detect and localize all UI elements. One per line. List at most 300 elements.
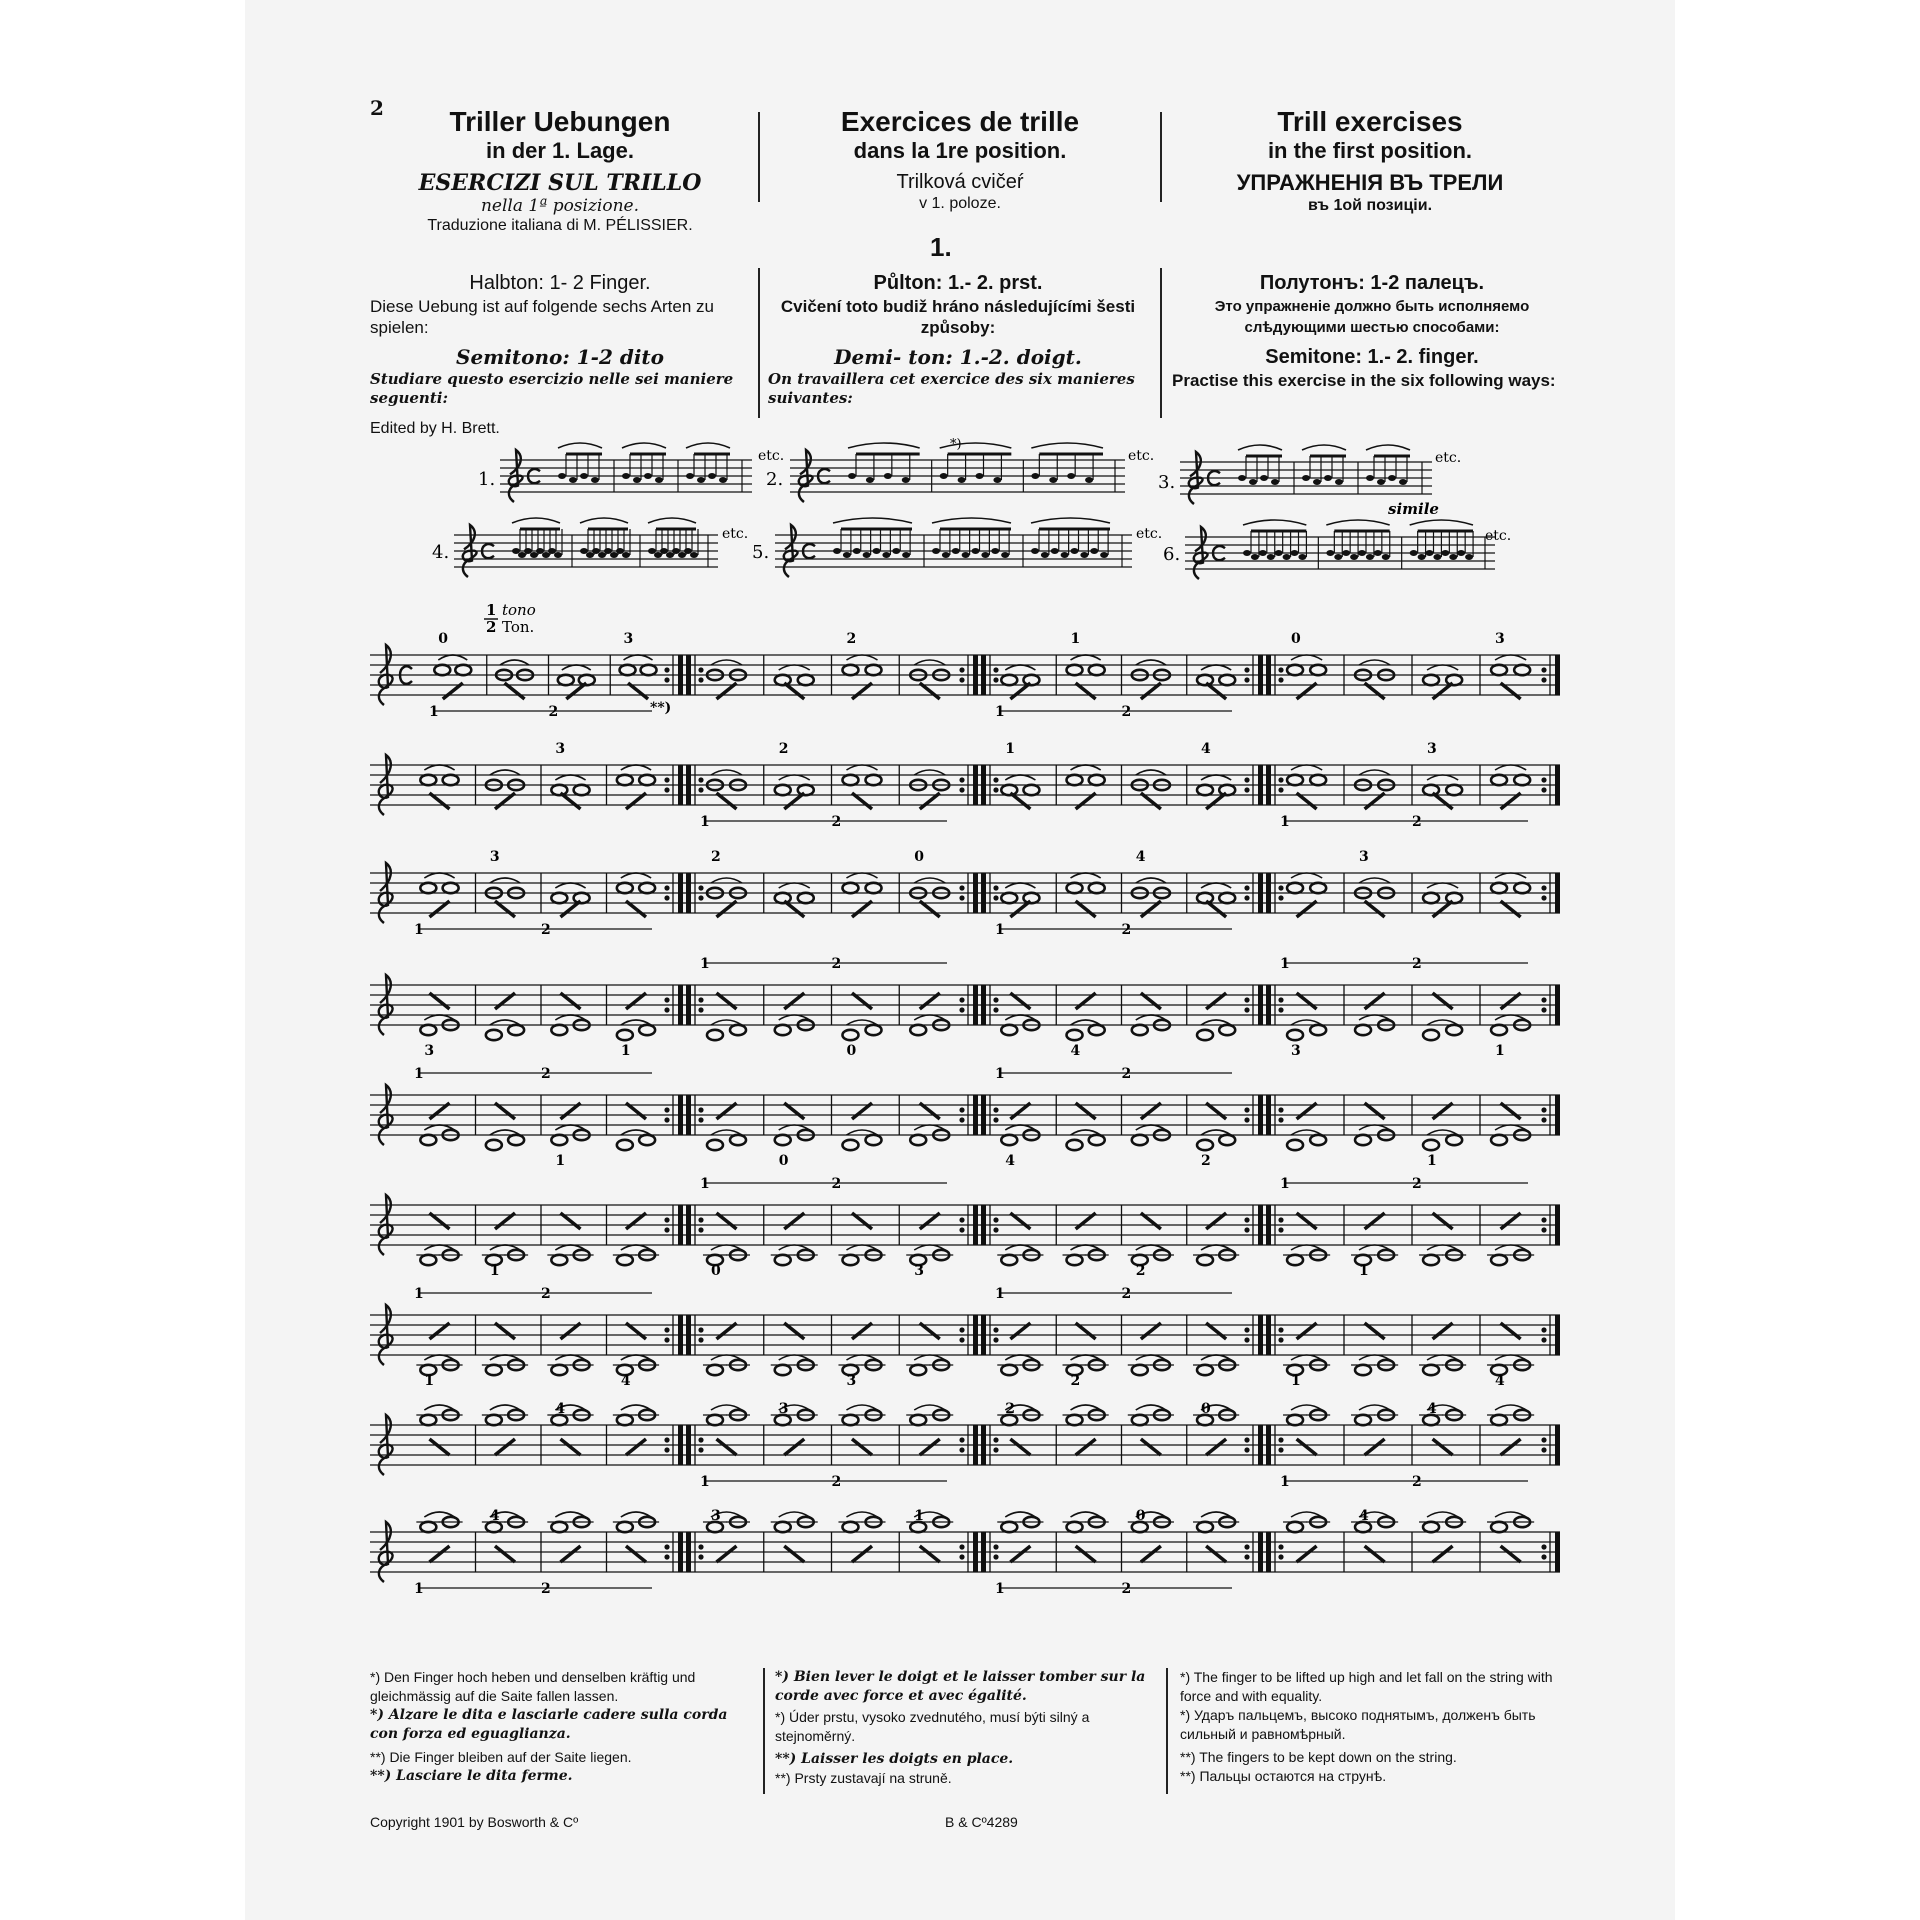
note-head: [1324, 475, 1332, 481]
trill-slash: [1297, 1439, 1317, 1455]
whole-note: [842, 1140, 858, 1150]
slur: [1201, 665, 1231, 670]
repeat-dot: [664, 1554, 669, 1559]
repeat-bar: [686, 1205, 691, 1245]
instr-italian-heading: Semitono: 1-2 dito: [456, 345, 664, 369]
whole-note: [798, 893, 814, 903]
repeat-dot: [1278, 1337, 1283, 1342]
fingering-mark: 4: [1201, 741, 1211, 757]
whole-note: [1001, 1365, 1017, 1375]
fingering-mark: 2: [1121, 704, 1132, 720]
fingering-mark: 1: [700, 1176, 710, 1192]
note-head: [1249, 479, 1257, 485]
instr-russian-text: Это упражненіе должно быть исполняемо слѣдующими шестью способами:: [1214, 298, 1530, 336]
whole-note: [508, 1135, 524, 1145]
slur: [1495, 765, 1526, 770]
whole-note: [1446, 1025, 1462, 1035]
whole-note: [420, 775, 436, 785]
whole-note: [1287, 665, 1303, 675]
note-head: [1350, 554, 1358, 560]
repeat-dot: [664, 777, 669, 782]
repeat-dot: [698, 1117, 703, 1122]
note-head: [1271, 479, 1279, 485]
fingering-mark: 1: [1280, 956, 1290, 972]
instr-russian-heading: Полутонъ: 1-2 палецъ.: [1259, 272, 1485, 294]
repeat-bar: [1555, 765, 1560, 805]
repeat-bar: [973, 1532, 978, 1572]
whole-note: [1001, 1135, 1017, 1145]
header-russian-subtitle: въ 1ой позиціи.: [1307, 197, 1433, 214]
whole-note: [641, 665, 657, 675]
note-head: [1382, 554, 1390, 560]
repeat-bar: [1266, 765, 1271, 805]
slur: [848, 443, 920, 448]
fingering-mark: 1: [414, 1066, 424, 1082]
slur: [932, 518, 1011, 523]
repeat-dot: [664, 1117, 669, 1122]
whole-note: [910, 1135, 926, 1145]
fingering-mark: 4: [1135, 849, 1146, 865]
repeat-dot: [1278, 667, 1283, 672]
whole-note: [866, 1135, 882, 1145]
tone-fraction-num: 1: [486, 601, 497, 619]
note-head: [1041, 552, 1049, 558]
whole-note: [1001, 893, 1017, 903]
whole-note: [1067, 1522, 1083, 1532]
repeat-dot: [1244, 885, 1249, 890]
fingering-mark: 0: [914, 849, 924, 865]
repeat-dot: [993, 1544, 998, 1549]
whole-note: [798, 785, 814, 795]
fingering-mark: 4: [1005, 1153, 1016, 1169]
whole-note: [775, 1135, 791, 1145]
whole-note: [842, 883, 858, 893]
header-german-subtitle: in der 1. Lage.: [486, 138, 634, 163]
page-number: 2: [370, 96, 384, 120]
repeat-dot: [959, 1544, 964, 1549]
whole-note: [1132, 1135, 1148, 1145]
slur: [686, 443, 730, 448]
whole-note: [1287, 1415, 1303, 1425]
whole-note: [486, 1365, 502, 1375]
whole-note: [910, 1025, 926, 1035]
whole-note: [574, 893, 590, 903]
footnote: *) Bien lever le doigt et le laisser tomber sur la corde avec force et avec égalité.: [775, 1669, 1146, 1704]
fingering-mark: 2: [1412, 1176, 1422, 1192]
repeat-dot: [1244, 1107, 1249, 1112]
slur: [1302, 445, 1346, 450]
whole-note: [1067, 665, 1083, 675]
repeat-dot: [664, 885, 669, 890]
whole-note: [1197, 675, 1213, 685]
slur: [1201, 775, 1231, 780]
note-head: [1298, 554, 1306, 560]
note-head: [1399, 479, 1407, 485]
whole-note: [1001, 1522, 1017, 1532]
fingering-mark: 0: [1291, 631, 1301, 647]
trill-slash: [1365, 1439, 1385, 1455]
slur: [648, 518, 696, 523]
repeat-bar: [981, 655, 986, 695]
slur: [1071, 765, 1101, 770]
tone-marking: [484, 601, 536, 636]
header-english-title: Trill exercises: [1277, 106, 1463, 137]
whole-note: [1197, 1522, 1213, 1532]
repeat-dot: [698, 997, 703, 1002]
note-head: [1071, 548, 1079, 554]
slur: [779, 665, 810, 670]
note-head: [902, 477, 910, 483]
note-head: [684, 548, 692, 554]
whole-note: [420, 1522, 436, 1532]
slur: [500, 660, 529, 665]
whole-note: [775, 675, 791, 685]
fingering-mark: 3: [623, 631, 634, 647]
whole-note: [1310, 1135, 1326, 1145]
trill-slash: [1501, 1546, 1521, 1562]
fingering-mark: 2: [541, 922, 551, 938]
whole-note: [551, 1135, 567, 1145]
repeat-dot: [1244, 1327, 1249, 1332]
tone-it: tono: [502, 601, 536, 619]
note-head: [686, 473, 694, 479]
footnote: **) The fingers to be kept down on the string.: [1180, 1749, 1457, 1765]
note-head: [991, 548, 999, 554]
footnote: **) Пальцы остаются на струнѣ.: [1180, 1768, 1387, 1784]
note-head: [902, 552, 910, 558]
whole-note: [486, 1140, 502, 1150]
fingering-mark: 0: [778, 1153, 789, 1169]
trill-slash: [495, 1546, 515, 1562]
whole-note: [910, 1365, 926, 1375]
repeat-dot: [664, 677, 669, 682]
instr-french-heading: Demi- ton: 1.-2. doigt.: [834, 345, 1082, 369]
exercise-number: 1.: [930, 232, 952, 262]
repeat-bar: [973, 765, 978, 805]
slur: [1136, 878, 1166, 883]
fingering-mark: 1: [1359, 1263, 1369, 1279]
variant-label: 4.: [432, 542, 450, 563]
whole-note: [707, 1415, 723, 1425]
whole-note: [1197, 1030, 1213, 1040]
repeat-bar: [686, 1095, 691, 1135]
whole-note: [866, 665, 882, 675]
fingering-mark: 1: [1280, 1176, 1290, 1192]
fingering-mark: 4: [489, 1508, 500, 1524]
repeat-dot: [1541, 1447, 1546, 1452]
fingering-mark: 1: [424, 1373, 435, 1389]
repeat-dot: [959, 787, 964, 792]
repeat-dot: [664, 1337, 669, 1342]
repeat-dot: [993, 1217, 998, 1222]
whole-note: [1491, 1255, 1507, 1265]
repeat-dot: [1278, 787, 1283, 792]
repeat-bar: [1258, 985, 1263, 1025]
slur: [846, 765, 877, 770]
slur: [624, 655, 653, 660]
repeat-bar: [1555, 1095, 1560, 1135]
repeat-dot: [993, 997, 998, 1002]
repeat-bar: [1266, 1532, 1271, 1572]
whole-note: [617, 1255, 633, 1265]
repeat-dot: [1541, 1544, 1546, 1549]
repeat-bar: [1258, 1532, 1263, 1572]
fingering-mark: 1: [555, 1153, 566, 1169]
repeat-dot: [664, 895, 669, 900]
repeat-bar: [1258, 1095, 1263, 1135]
note-head: [1313, 479, 1321, 485]
repeat-dot: [698, 1107, 703, 1112]
repeat-bar: [1555, 985, 1560, 1025]
whole-note: [842, 1030, 858, 1040]
footnotes-col1: [370, 1668, 755, 1786]
repeat-dot: [698, 1217, 703, 1222]
repeat-dot: [1244, 1437, 1249, 1442]
repeat-bar: [981, 765, 986, 805]
note-head: [610, 552, 618, 558]
note-head: [976, 473, 984, 479]
repeat-dot: [959, 895, 964, 900]
trill-slash: [1010, 1439, 1030, 1455]
repeat-dot: [993, 1437, 998, 1442]
repeat-bar: [686, 1315, 691, 1355]
header-english-subtitle: in the first position.: [1267, 138, 1473, 163]
repeat-dot: [993, 1327, 998, 1332]
whole-note: [1287, 1030, 1303, 1040]
note-head: [654, 552, 662, 558]
whole-note: [910, 1415, 926, 1425]
slur: [1201, 883, 1231, 888]
slur: [1071, 873, 1101, 878]
repeat-dot: [698, 777, 703, 782]
note-head: [952, 548, 960, 554]
whole-note: [617, 1522, 633, 1532]
repeat-bar: [1258, 765, 1263, 805]
repeat-dot: [1278, 1437, 1283, 1442]
fingering-mark: 3: [1427, 741, 1437, 757]
repeat-bar: [981, 985, 986, 1025]
repeat-bar: [678, 765, 683, 805]
fingering-mark: 4: [1359, 1508, 1369, 1524]
note-head: [660, 548, 668, 554]
whole-note: [707, 1030, 723, 1040]
whole-note: [1446, 893, 1462, 903]
slur: [1359, 770, 1390, 775]
repeat-dot: [1278, 1107, 1283, 1112]
repeat-dot: [1244, 787, 1249, 792]
trill-slash: [1433, 1439, 1453, 1455]
instr-italian-text: Studiare questo esercizio nelle sei maniere seguenti:: [370, 370, 734, 407]
whole-note: [1355, 1365, 1371, 1375]
repeat-dot: [1278, 1227, 1283, 1232]
fingering-mark: 2: [1121, 1066, 1132, 1082]
variant-etc: etc.: [1136, 526, 1163, 542]
slur: [711, 660, 742, 665]
whole-note: [866, 775, 882, 785]
repeat-bar: [678, 985, 683, 1025]
note-head: [1243, 550, 1251, 556]
note-head: [586, 552, 594, 558]
note-head: [1275, 550, 1283, 556]
trill-slash: [1141, 1439, 1161, 1455]
whole-note: [551, 1365, 567, 1375]
fingering-mark: 1: [414, 1286, 424, 1302]
repeat-dot: [1278, 885, 1283, 890]
repeat-dot: [959, 1107, 964, 1112]
trill-slash: [1010, 1546, 1030, 1562]
note-head: [1031, 473, 1039, 479]
repeat-dot: [664, 1327, 669, 1332]
variant-etc: etc.: [1435, 450, 1462, 466]
repeat-dot: [664, 1007, 669, 1012]
footnotes-col3: [1180, 1668, 1565, 1786]
tone-fraction-den: 2: [486, 618, 497, 636]
whole-note: [1310, 1025, 1326, 1035]
note-head: [598, 552, 606, 558]
trill-slash: [784, 1546, 804, 1562]
repeat-bar: [973, 1205, 978, 1245]
slur: [1427, 665, 1458, 670]
plate-number: B & Cº4289: [945, 1814, 1018, 1830]
slur: [555, 775, 585, 780]
repeat-dot: [698, 677, 703, 682]
slur: [490, 770, 520, 775]
trill-slash: [1433, 1546, 1453, 1562]
note-head: [633, 477, 641, 483]
slur: [711, 770, 742, 775]
slur: [1291, 765, 1322, 770]
repeat-dot: [1541, 1437, 1546, 1442]
whole-note: [1089, 1135, 1105, 1145]
note-head: [1366, 475, 1374, 481]
slur: [1136, 770, 1166, 775]
repeat-dot: [1244, 895, 1249, 900]
fingering-mark: 1: [1280, 1474, 1290, 1490]
whole-note: [1423, 1522, 1439, 1532]
note-head: [1267, 554, 1275, 560]
note-head: [843, 552, 851, 558]
whole-note: [1310, 665, 1326, 675]
trill-slash: [560, 1439, 580, 1455]
fingering-mark: 1: [995, 1286, 1005, 1302]
repeat-bar: [981, 1315, 986, 1355]
fingering-mark: 1: [414, 1581, 424, 1597]
whole-note: [1023, 785, 1039, 795]
note-head: [884, 473, 892, 479]
slur: [558, 443, 602, 448]
fingering-mark: 4: [1070, 1043, 1081, 1059]
fingering-mark: 1: [914, 1508, 924, 1524]
note-head: [981, 552, 989, 558]
slur: [621, 873, 651, 878]
repeat-dot: [698, 1227, 703, 1232]
whole-note: [1067, 775, 1083, 785]
repeat-dot: [698, 1437, 703, 1442]
note-head: [580, 548, 588, 554]
fingering-mark: 0: [846, 1043, 857, 1059]
note-head: [616, 548, 624, 554]
slur: [512, 518, 560, 523]
repeat-bar: [1258, 1205, 1263, 1245]
repeat-bar: [686, 985, 691, 1025]
repeat-dot: [993, 1117, 998, 1122]
whole-note: [1067, 883, 1083, 893]
note-head: [678, 552, 686, 558]
fingering-mark: 4: [1495, 1373, 1505, 1389]
repeat-bar: [686, 1532, 691, 1572]
slur: [1136, 660, 1166, 665]
copyright: Copyright 1901 by Bosworth & Cº: [370, 1814, 579, 1830]
whole-note: [620, 665, 636, 675]
note-head: [648, 548, 656, 554]
note-head: [1410, 550, 1418, 556]
variant-etc: etc.: [1128, 448, 1155, 464]
note-head: [1031, 548, 1039, 554]
repeat-dot: [698, 1554, 703, 1559]
whole-note: [775, 1522, 791, 1532]
repeat-dot: [698, 1337, 703, 1342]
repeat-dot: [664, 1437, 669, 1442]
slur: [1005, 883, 1035, 888]
repeat-bar: [678, 873, 683, 913]
fingering-mark: 2: [831, 956, 842, 972]
slur: [1005, 775, 1035, 780]
repeat-dot: [664, 667, 669, 672]
repeat-dot: [993, 1447, 998, 1452]
slur: [1410, 520, 1473, 525]
trill-slash: [1297, 1546, 1317, 1562]
fingering-mark: 1: [620, 1043, 631, 1059]
trill-slash: [626, 1439, 646, 1455]
repeat-dot: [1541, 1554, 1546, 1559]
slur: [1366, 445, 1410, 450]
repeat-bar: [1266, 873, 1271, 913]
fingering-mark: 2: [710, 849, 721, 865]
whole-note: [420, 883, 436, 893]
fingering-mark: 2: [1005, 1401, 1016, 1417]
whole-note: [1446, 785, 1462, 795]
repeat-bar: [1555, 655, 1560, 695]
slur: [779, 775, 810, 780]
footnote: *) Alzare le dita e lasciarle cadere sulla corda con forza ed eguaglianza.: [370, 1707, 728, 1742]
slur: [1238, 445, 1282, 450]
trill-slash: [1141, 1546, 1161, 1562]
note-head: [580, 473, 588, 479]
repeat-dot: [959, 1554, 964, 1559]
note-head: [655, 477, 663, 483]
variant-etc: etc.: [758, 448, 785, 464]
note-head: [993, 477, 1001, 483]
instr-czech-text: Cvičení toto budiž hráno následujícími šesti způsoby:: [780, 297, 1136, 337]
fingering-mark: 2: [778, 741, 789, 757]
header-czech-title: Trilková cvičeŕ: [896, 171, 1024, 193]
repeat-dot: [1244, 1447, 1249, 1452]
whole-note: [1067, 1415, 1083, 1425]
header-italian-translation: Traduzione italiana di M. PÉLISSIER.: [427, 217, 693, 234]
whole-note: [551, 785, 567, 795]
repeat-bar: [1555, 1315, 1560, 1355]
note-head: [604, 548, 612, 554]
footnote: **) Lasciare le dita ferme.: [370, 1768, 573, 1784]
repeat-dot: [1244, 1544, 1249, 1549]
repeat-bar: [1266, 1425, 1271, 1465]
whole-note: [1001, 1025, 1017, 1035]
note-head: [1080, 552, 1088, 558]
repeat-dot: [993, 667, 998, 672]
repeat-bar: [1266, 655, 1271, 695]
trill-slash: [1365, 1546, 1385, 1562]
note-head: [1457, 550, 1465, 556]
